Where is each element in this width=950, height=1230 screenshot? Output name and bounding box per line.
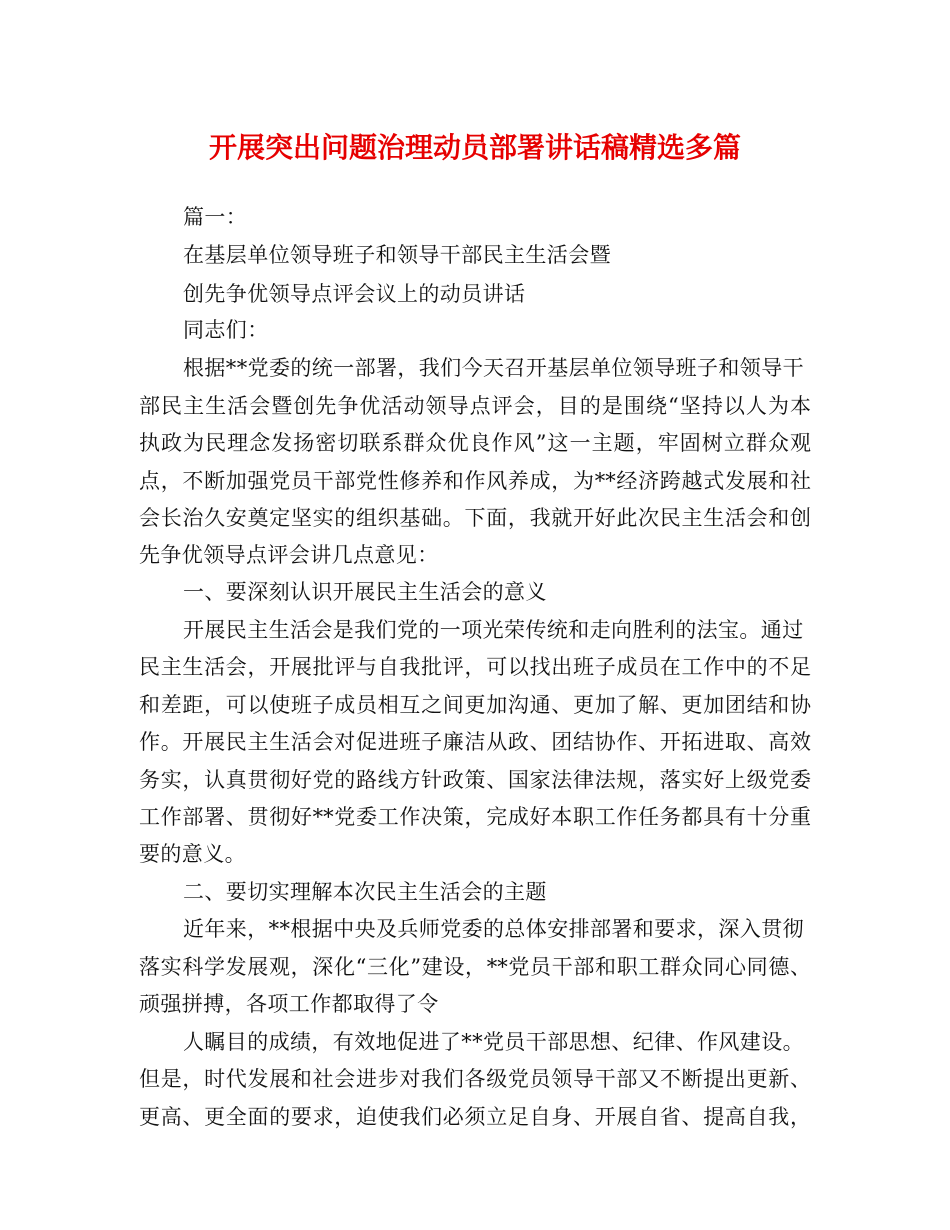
paragraph-line: 根据**党委的统一部署，我们今天召开基层单位领导班子和领导干 xyxy=(183,356,804,380)
paragraph-line: 要的意义。 xyxy=(139,842,246,866)
paragraph-line: 民主生活会，开展批评与自我批评，可以找出班子成员在工作中的不足 xyxy=(139,655,811,679)
speech-heading-line-1: 在基层单位领导班子和领导干部民主生活会暨 xyxy=(183,243,611,267)
paragraph-line: 工作部署、贯彻好**党委工作决策，完成好本职工作任务都具有十分重 xyxy=(139,805,811,829)
paragraph-line: 作。开展民主生活会对促进班子廉洁从政、团结协作、开拓进取、高效 xyxy=(139,730,811,754)
paragraph-line: 执政为民理念发扬密切联系群众优良作风”这一主题，牢固树立群众观 xyxy=(139,431,811,455)
section-label: 篇一： xyxy=(183,205,248,229)
section-heading-1: 一、要深刻认识开展民主生活会的意义 xyxy=(183,580,547,604)
paragraph-line: 顽强拼搏，各项工作都取得了令 xyxy=(139,992,439,1016)
paragraph-line: 和差距，可以使班子成员相互之间更加沟通、更加了解、更加团结和协 xyxy=(139,693,811,717)
paragraph-line: 但是，时代发展和社会进步对我们各级党员领导干部又不断提出更新、 xyxy=(139,1067,811,1091)
document-title: 开展突出问题治理动员部署讲话稿精选多篇 xyxy=(208,131,741,164)
salutation: 同志们： xyxy=(183,318,269,342)
paragraph-line: 更高、更全面的要求，迫使我们必须立足自身、开展自省、提高自我， xyxy=(139,1105,811,1129)
speech-heading-line-2: 创先争优领导点评会议上的动员讲话 xyxy=(183,282,526,306)
paragraph-line: 点，不断加强党员干部党性修养和作风养成，为**经济跨越式发展和社 xyxy=(139,469,811,493)
paragraph-line: 务实，认真贯彻好党的路线方针政策、国家法律法规，落实好上级党委 xyxy=(139,768,811,792)
paragraph-line: 开展民主生活会是我们党的一项光荣传统和走向胜利的法宝。通过 xyxy=(183,618,804,642)
section-heading-2: 二、要切实理解本次民主生活会的主题 xyxy=(183,880,547,904)
paragraph-line: 部民主生活会暨创先争优活动领导点评会，目的是围绕“坚持以人为本 xyxy=(139,394,811,418)
paragraph-line: 先争优领导点评会讲几点意见： xyxy=(139,543,439,567)
paragraph-line: 落实科学发展观，深化“三化”建设，**党员干部和职工群众同心同德、 xyxy=(139,955,811,979)
paragraph-line: 人瞩目的成绩，有效地促进了**党员干部思想、纪律、作风建设。 xyxy=(183,1030,804,1054)
paragraph-line: 会长治久安奠定坚实的组织基础。下面，我就开好此次民主生活会和创 xyxy=(139,506,811,530)
paragraph-line: 近年来，**根据中央及兵师党委的总体安排部署和要求，深入贯彻 xyxy=(183,917,804,941)
